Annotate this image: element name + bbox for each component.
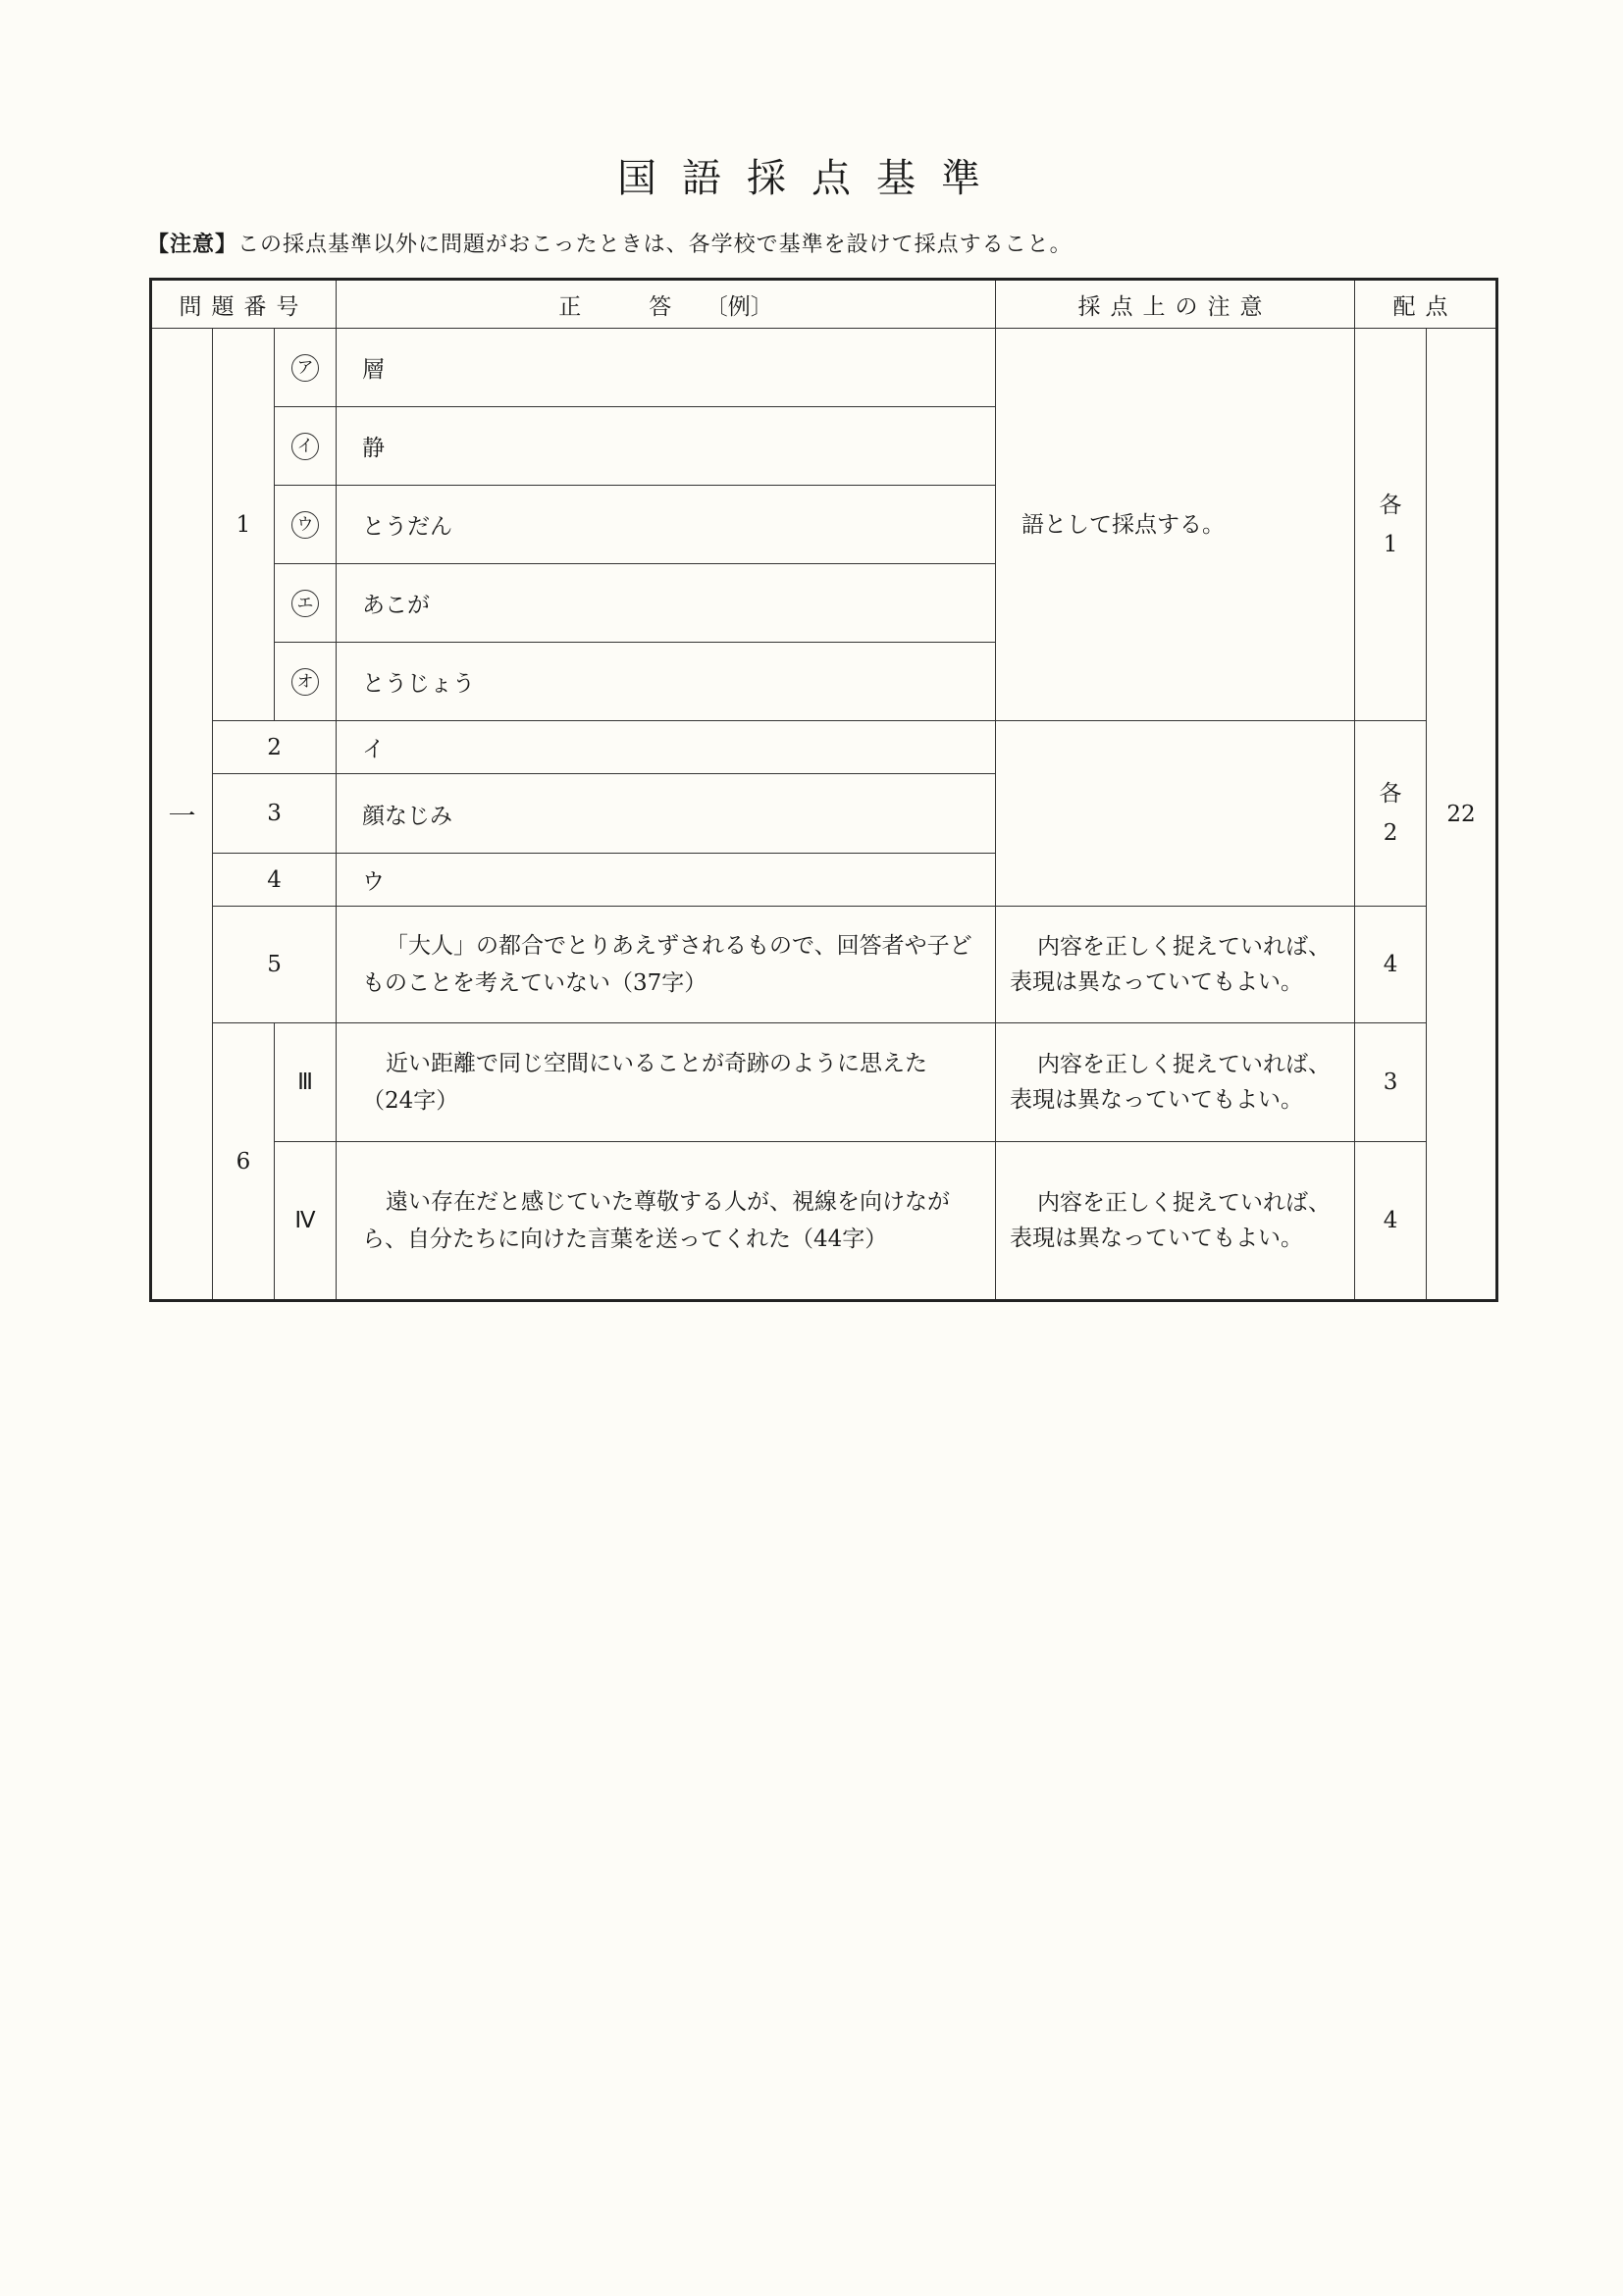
answer-1o: とうじょう xyxy=(337,643,996,721)
header-answer: 正 答 〔例〕 xyxy=(337,280,996,329)
note-q5-line1: 内容を正しく捉えていれば、 xyxy=(1037,934,1332,960)
note-q6-3 xyxy=(996,1023,1355,1142)
item-mark xyxy=(275,407,337,486)
points-q2-4-prefix: 各 xyxy=(1379,781,1402,807)
note-q6-3-line1: 内容を正しく捉えていれば、 xyxy=(1037,1052,1332,1077)
answer-1e: あこが xyxy=(337,564,996,643)
item-mark xyxy=(275,486,337,564)
item-mark-a: ア xyxy=(291,354,319,382)
points-q2-4-value: 2 xyxy=(1383,820,1398,846)
item-mark-e: エ xyxy=(291,590,319,617)
points-q5: 4 xyxy=(1355,907,1427,1023)
answer-5: 「大人」の都合でとりあえずされるもので、回答者や子どものことを考えていない（37字） xyxy=(337,907,996,1023)
answer-3: 顔なじみ xyxy=(337,774,996,854)
header-points: 配点 xyxy=(1355,280,1497,329)
question-number-3: 3 xyxy=(213,774,337,854)
part-mark-4: Ⅳ xyxy=(275,1142,337,1301)
answer-1a: 層 xyxy=(337,329,996,407)
answer-6-4: 遠い存在だと感じていた尊敬する人が、視線を向けながら、自分たちに向けた言葉を送ってくれた（44字） xyxy=(337,1142,996,1301)
header-row xyxy=(151,280,1497,329)
answer-2: イ xyxy=(337,721,996,774)
points-q2-4 xyxy=(1355,721,1427,907)
table-row xyxy=(151,1023,1497,1142)
question-number-4: 4 xyxy=(213,854,337,907)
notice-text: この採点基準以外に問題がおこったときは、各学校で基準を設けて採点すること。 xyxy=(237,233,1073,257)
section-number: 一 xyxy=(151,329,213,1301)
note-q6-4-line1: 内容を正しく捉えていれば、 xyxy=(1037,1190,1332,1216)
item-mark xyxy=(275,564,337,643)
header-grading-notes: 採点上の注意 xyxy=(996,280,1355,329)
grading-table xyxy=(149,278,1498,1302)
points-q1-prefix: 各 xyxy=(1379,492,1402,518)
table-row xyxy=(151,721,1497,774)
notice-tag: 【注意】 xyxy=(147,232,238,257)
note-q6-4-line2: 表現は異なっていてもよい。 xyxy=(1010,1226,1304,1251)
note-q5-line2: 表現は異なっていてもよい。 xyxy=(1010,969,1304,995)
notice xyxy=(147,228,1073,258)
item-mark-u: ウ xyxy=(291,511,319,539)
table-row xyxy=(151,907,1497,1023)
points-q6-3: 3 xyxy=(1355,1023,1427,1142)
question-number-2: 2 xyxy=(213,721,337,774)
answer-6-3: 近い距離で同じ空間にいることが奇跡のように思えた（24字） xyxy=(337,1023,996,1142)
question-number-1: 1 xyxy=(213,329,275,721)
note-q1: 語として採点する。 xyxy=(996,329,1355,721)
answer-4: ウ xyxy=(337,854,996,907)
note-q6-4 xyxy=(996,1142,1355,1301)
part-mark-3: Ⅲ xyxy=(275,1023,337,1142)
item-mark xyxy=(275,643,337,721)
table-row xyxy=(151,329,1497,407)
answer-1i: 静 xyxy=(337,407,996,486)
header-question-number: 問題番号 xyxy=(151,280,337,329)
note-q5 xyxy=(996,907,1355,1023)
note-q6-3-line2: 表現は異なっていてもよい。 xyxy=(1010,1087,1304,1113)
answer-1u: とうだん xyxy=(337,486,996,564)
question-number-5: 5 xyxy=(213,907,337,1023)
points-q1 xyxy=(1355,329,1427,721)
page-title: 国語採点基準 xyxy=(617,156,1006,201)
total-points: 22 xyxy=(1427,329,1497,1301)
points-q1-value: 1 xyxy=(1383,531,1398,557)
item-mark-i: イ xyxy=(291,433,319,460)
points-q6-4: 4 xyxy=(1355,1142,1427,1301)
question-number-6: 6 xyxy=(213,1023,275,1301)
item-mark xyxy=(275,329,337,407)
item-mark-o: オ xyxy=(291,668,319,696)
note-q2-4-empty xyxy=(996,721,1355,907)
table-row xyxy=(151,1142,1497,1301)
